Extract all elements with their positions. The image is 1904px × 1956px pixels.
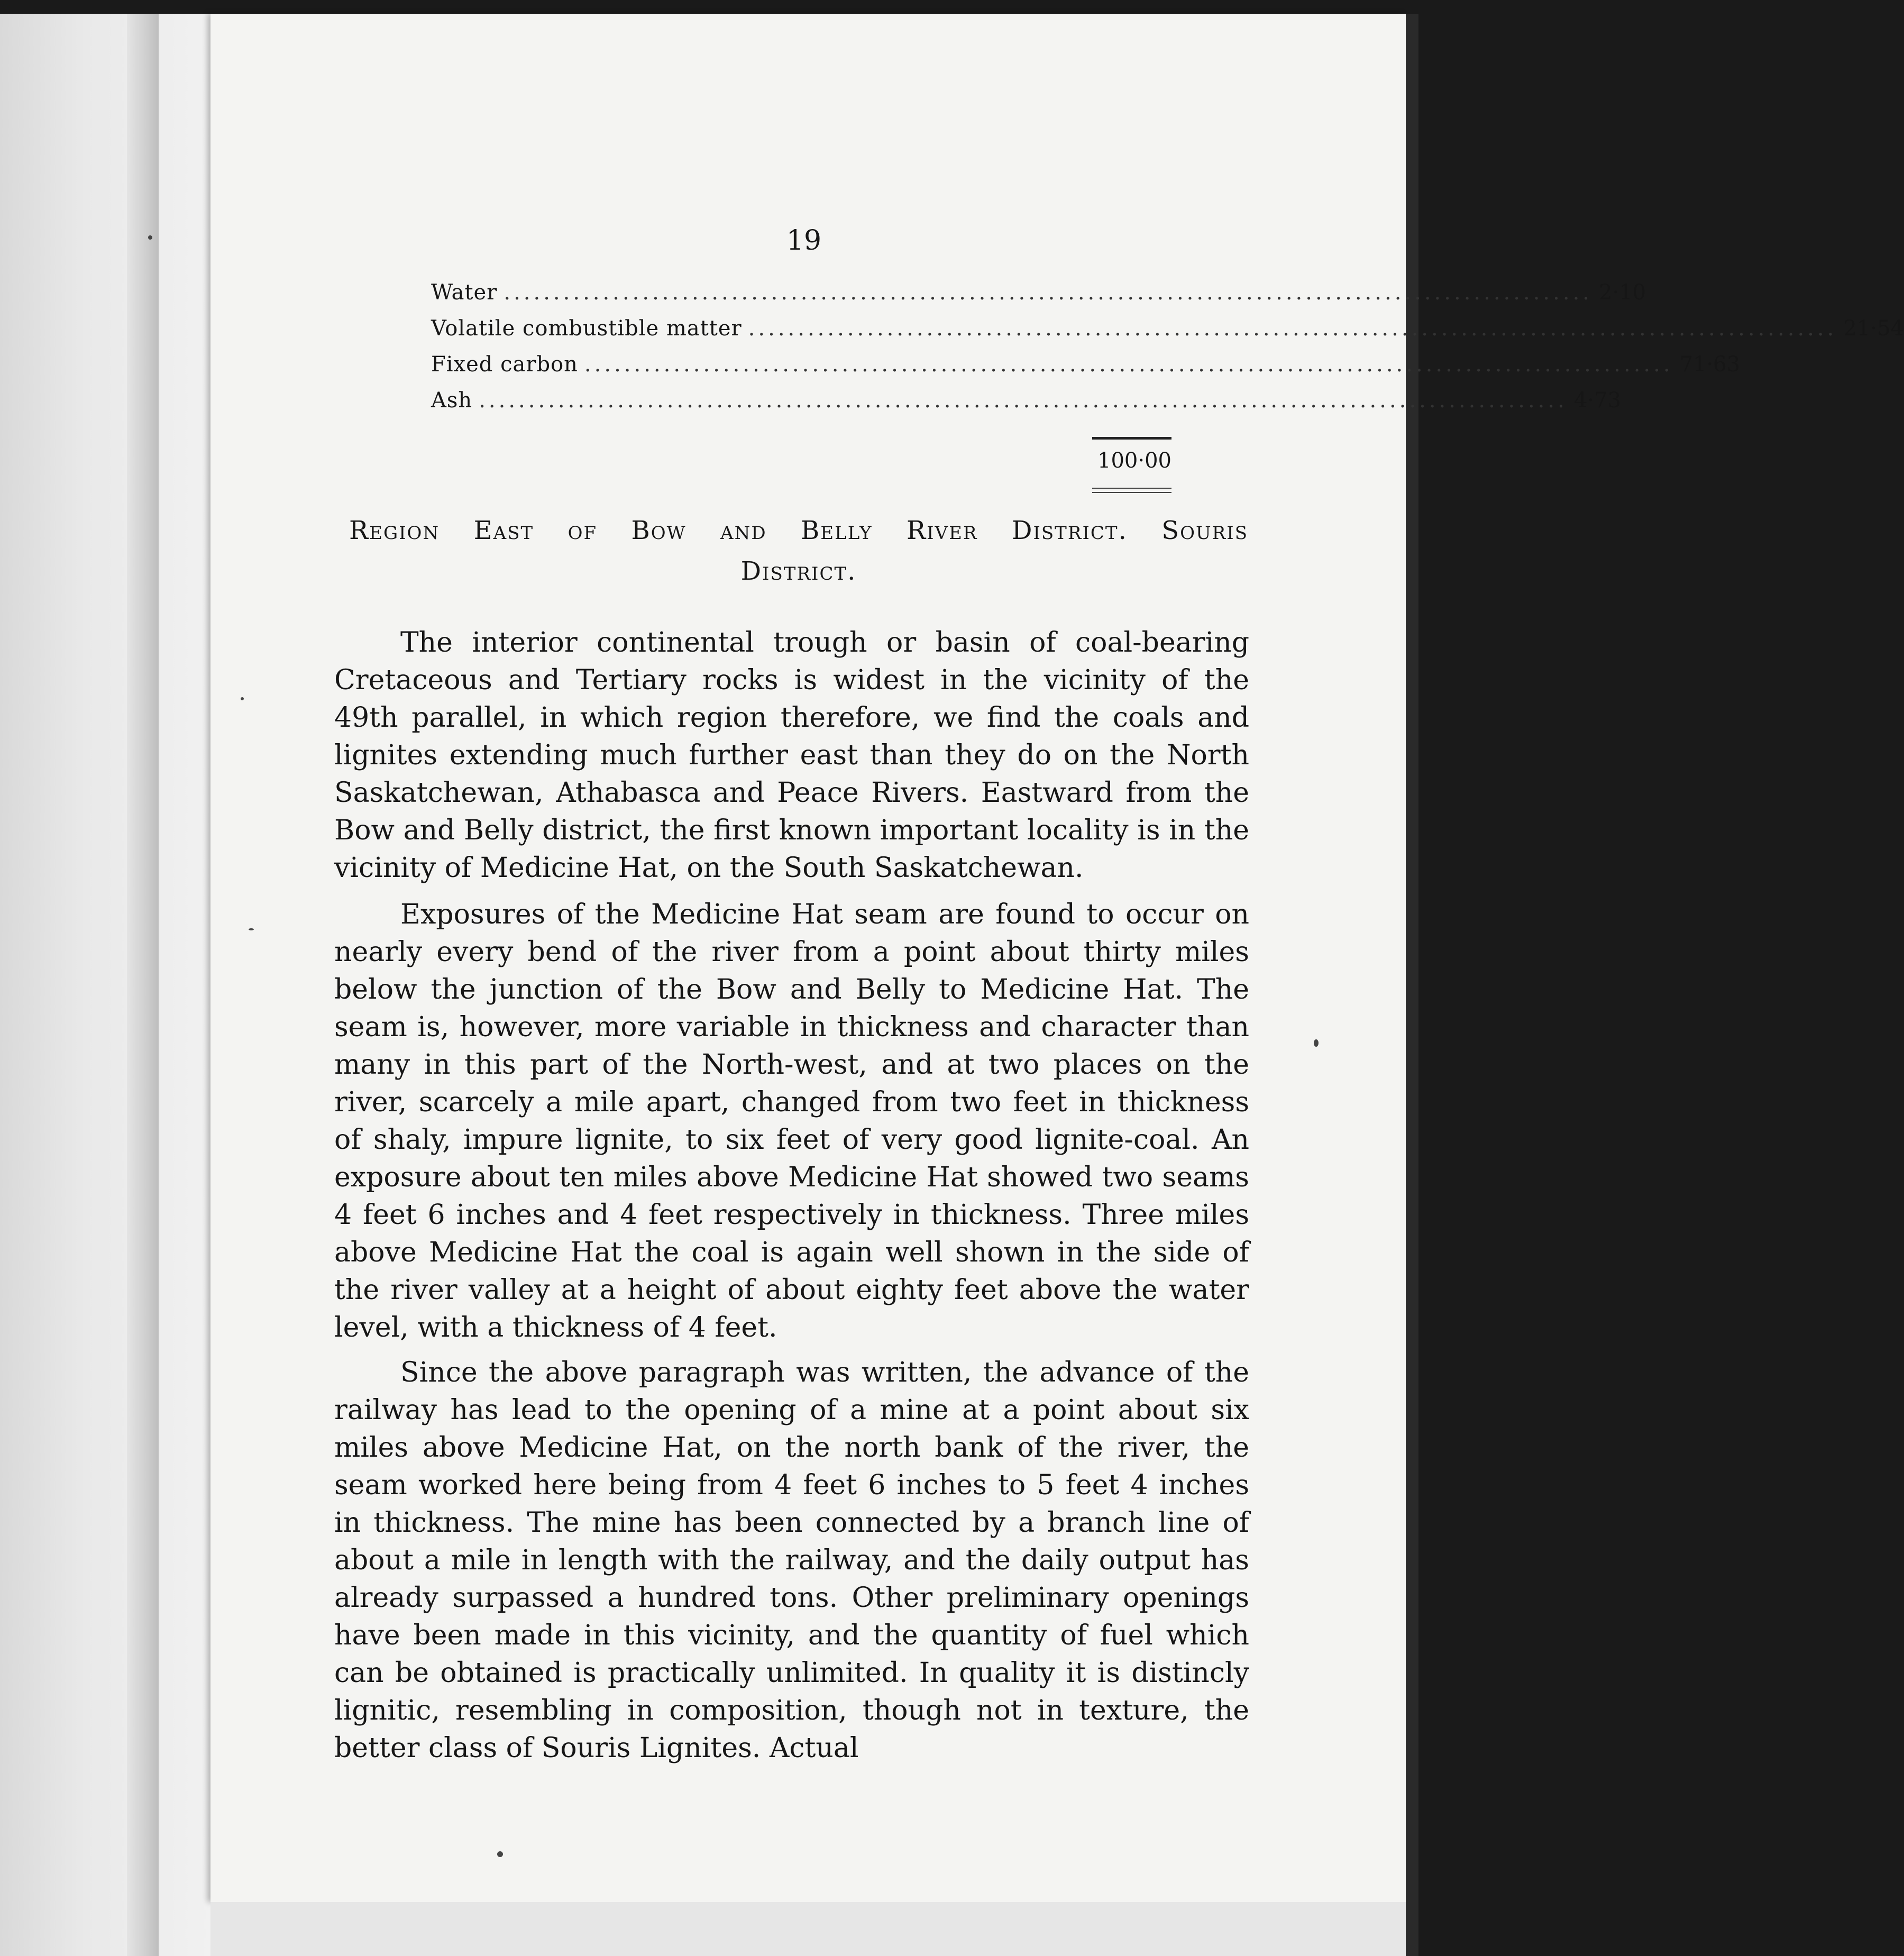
analysis-total: 100·00 [1097,449,1171,473]
analysis-value: 4·73 [1573,388,1621,413]
sum-rule [1092,437,1171,440]
page-edge [1406,14,1418,1956]
analysis-label: Water [431,280,498,305]
leader-dots: .............................................................................................................. [504,280,1592,305]
analysis-row-water [431,280,1646,316]
section-heading: Region East of Bow and Belly River District. Souris [349,516,1248,545]
analysis-label: Ash [431,388,473,413]
leader-dots: .............................................................................................................. [748,316,1837,341]
analysis-row-volatile [431,316,1904,352]
paragraph: Exposures of the Medicine Hat seam are found to occur on nearly every bend of the river from a point about thirty miles below the junction of the Bow and Belly to Medicine Hat. The seam is, however, more variable in thickness and character than many in this part of the North-west, and at two places on the river, scarcely a mile apart, changed from two feet in thickness of shaly, impure lignite, to six feet of very good lignite-coal. An exposure about ten miles above Medicine Hat showed two seams 4 feet 6 inches and 4 feet respectively in thickness. Three miles above Medicine Hat the coal is again well shown in the side of the river valley at a height of about eighty feet above the water level, with a thickness of 4 feet. [334,899,1249,1343]
scan-speck [249,928,254,930]
paragraph: The interior continental trough or basin of coal-bearing Cretaceous and Tertiary rocks is widest in the vicinity of the 49th parallel, in which region therefore, we find the coals and lignites extending much further east than they do on the North Saskatchewan, Athabasca and Peace Rivers. Eastward from the Bow and Belly district, the first known important locality is in the vicinity of Medicine Hat, on the South Saskatchewan. [334,627,1249,884]
scan-speck [241,697,244,700]
analysis-value: 21·54 [1843,316,1904,341]
leader-dots: .............................................................................................................. [479,388,1568,413]
analysis-label: Fixed carbon [431,352,578,377]
page-bottom-margin [210,1902,1406,1956]
facing-page [0,14,212,1956]
paragraph: Since the above paragraph was written, the advance of the railway has lead to the opening of a mine at a point about six miles above Medicine Hat, on the north bank of the river, the seam worked here being from 4 feet 6 inches to 5 feet 4 inches in thickness. The mine has been connected by a branch line of about a mile in length with the railway, and the daily output has already surpassed a hundred tons. Other preliminary openings have been made in this vicinity, and the quantity of fuel which can be obtained is practically unlimited. In quality it is distincly lignitic, resembling in composition, though not in texture, the better class of Souris Lignites. Actual [334,1357,1249,1764]
scan-speck [1314,1039,1319,1047]
analysis-label: Volatile combustible matter [431,316,742,341]
section-heading-continued: District. [740,556,857,586]
analysis-value: 2·10 [1599,280,1646,305]
analysis-value: 71·63 [1679,352,1741,377]
analysis-row-ash [431,388,1621,424]
scan-speck [148,235,152,240]
book-gutter [127,14,159,1956]
scan-speck [497,1851,503,1857]
coal-analysis-table [431,280,1904,424]
leader-dots: .............................................................................................................. [584,352,1673,377]
double-rule [1092,488,1171,493]
page-number: 19 [786,225,822,257]
analysis-row-fixed-carbon [431,352,1741,388]
